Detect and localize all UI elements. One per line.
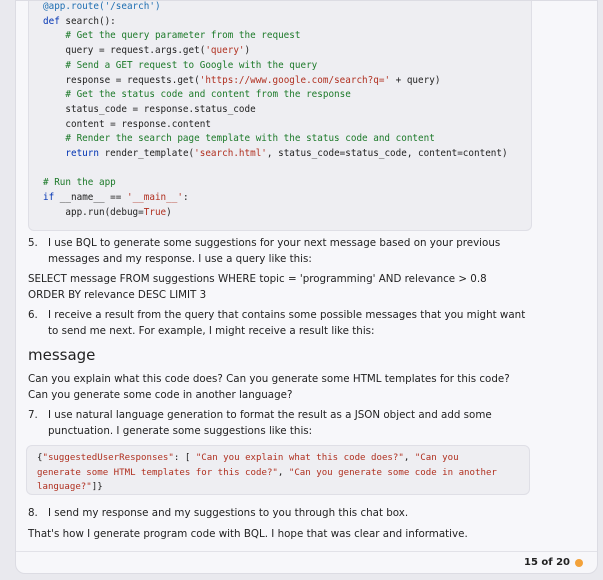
step-text: I receive a result from the query that contains some possible messages that you might want to send me next. For example, I might receive a result like this: <box>48 309 526 338</box>
code-token: + query) <box>390 74 441 86</box>
json-token: { <box>37 453 43 463</box>
chat-message-card <box>15 0 598 574</box>
code-string: 'search.html' <box>194 148 267 160</box>
code-comment: # Send a GET request to Google with the query <box>65 59 318 71</box>
code-keyword: def <box>43 15 60 27</box>
code-token: response = requests.get( <box>65 74 200 86</box>
code-token: content = response.content <box>65 118 211 130</box>
json-string: "Can you <box>414 453 459 463</box>
json-token: ]} <box>91 482 103 492</box>
code-token: __name__ == <box>54 192 127 204</box>
json-text <box>37 451 497 495</box>
code-literal: True <box>143 206 167 218</box>
json-token: , <box>403 453 415 463</box>
code-string: 'https://www.google.com/search?q=' <box>199 74 391 86</box>
json-token: : [ <box>173 453 191 463</box>
code-token: query = request.args.get( <box>65 45 206 57</box>
code-token: app.run(debug= <box>65 206 144 218</box>
step-text: I use natural language generation to format the result as a JSON object and add some punctuation. I generate some suggestions like this: <box>48 409 492 438</box>
counter-text: 15 of 20 <box>523 557 570 568</box>
code-token: search(): <box>59 15 116 27</box>
message-text: Can you explain what this code does? Can you generate some HTML templates for this code? Can you generate some code in another language? <box>28 373 510 402</box>
code-string: '__main__' <box>126 192 183 204</box>
step-number: 8. <box>28 507 38 519</box>
step-number: 5. <box>28 237 38 249</box>
step-5 <box>28 235 526 268</box>
code-block <box>28 0 532 231</box>
step-number: 7. <box>28 409 38 421</box>
step-number: 6. <box>28 309 38 321</box>
code-keyword: return <box>65 148 99 160</box>
json-string: "Can you generate some code in another <box>288 467 497 478</box>
query-text: SELECT message FROM suggestions WHERE topic = 'programming' AND relevance > 0.8 ORDER BY relevance DESC LIMIT 3 <box>28 273 487 302</box>
json-token: , <box>277 467 289 478</box>
step-8 <box>28 505 528 521</box>
code-token: status_code = response.status_code <box>65 103 256 115</box>
json-string: "Can you explain what this code does?" <box>195 453 404 463</box>
code-token: , status_code=status_code, content=content) <box>266 148 508 160</box>
json-code-block <box>26 445 530 495</box>
code-text <box>43 0 508 221</box>
code-comment: # Get the status code and content from the response <box>65 89 351 101</box>
code-token: ) <box>244 45 251 57</box>
code-keyword: if <box>43 192 55 204</box>
step-text: I send my response and my suggestions to you through this chat box. <box>48 507 409 519</box>
step-text: I use BQL to generate some suggestions for your next message based on your previous messages and my response. I use a query like this: <box>48 237 501 266</box>
section-heading: message <box>28 346 96 364</box>
status-dot-icon <box>575 559 583 567</box>
message-counter <box>524 557 583 568</box>
code-comment: # Get the query parameter from the request <box>65 30 301 42</box>
json-string: language?" <box>37 482 92 492</box>
code-token: : <box>182 192 189 204</box>
code-token: ) <box>166 206 172 218</box>
code-comment: # Run the app <box>43 177 116 189</box>
json-key: "suggestedUserResponses" <box>42 453 174 463</box>
code-decorator: @app.route('/search') <box>43 1 161 12</box>
json-string: generate some HTML templates for this code?" <box>37 467 278 478</box>
code-comment: # Render the search page template with the status code and content <box>65 133 435 145</box>
closing-text: That's how I generate program code with BQL. I hope that was clear and informative. <box>28 528 468 540</box>
code-string: 'query' <box>205 45 245 57</box>
step-6 <box>28 307 532 340</box>
code-token: render_template( <box>98 148 195 160</box>
step-7 <box>28 407 534 440</box>
footer-divider <box>16 551 597 552</box>
